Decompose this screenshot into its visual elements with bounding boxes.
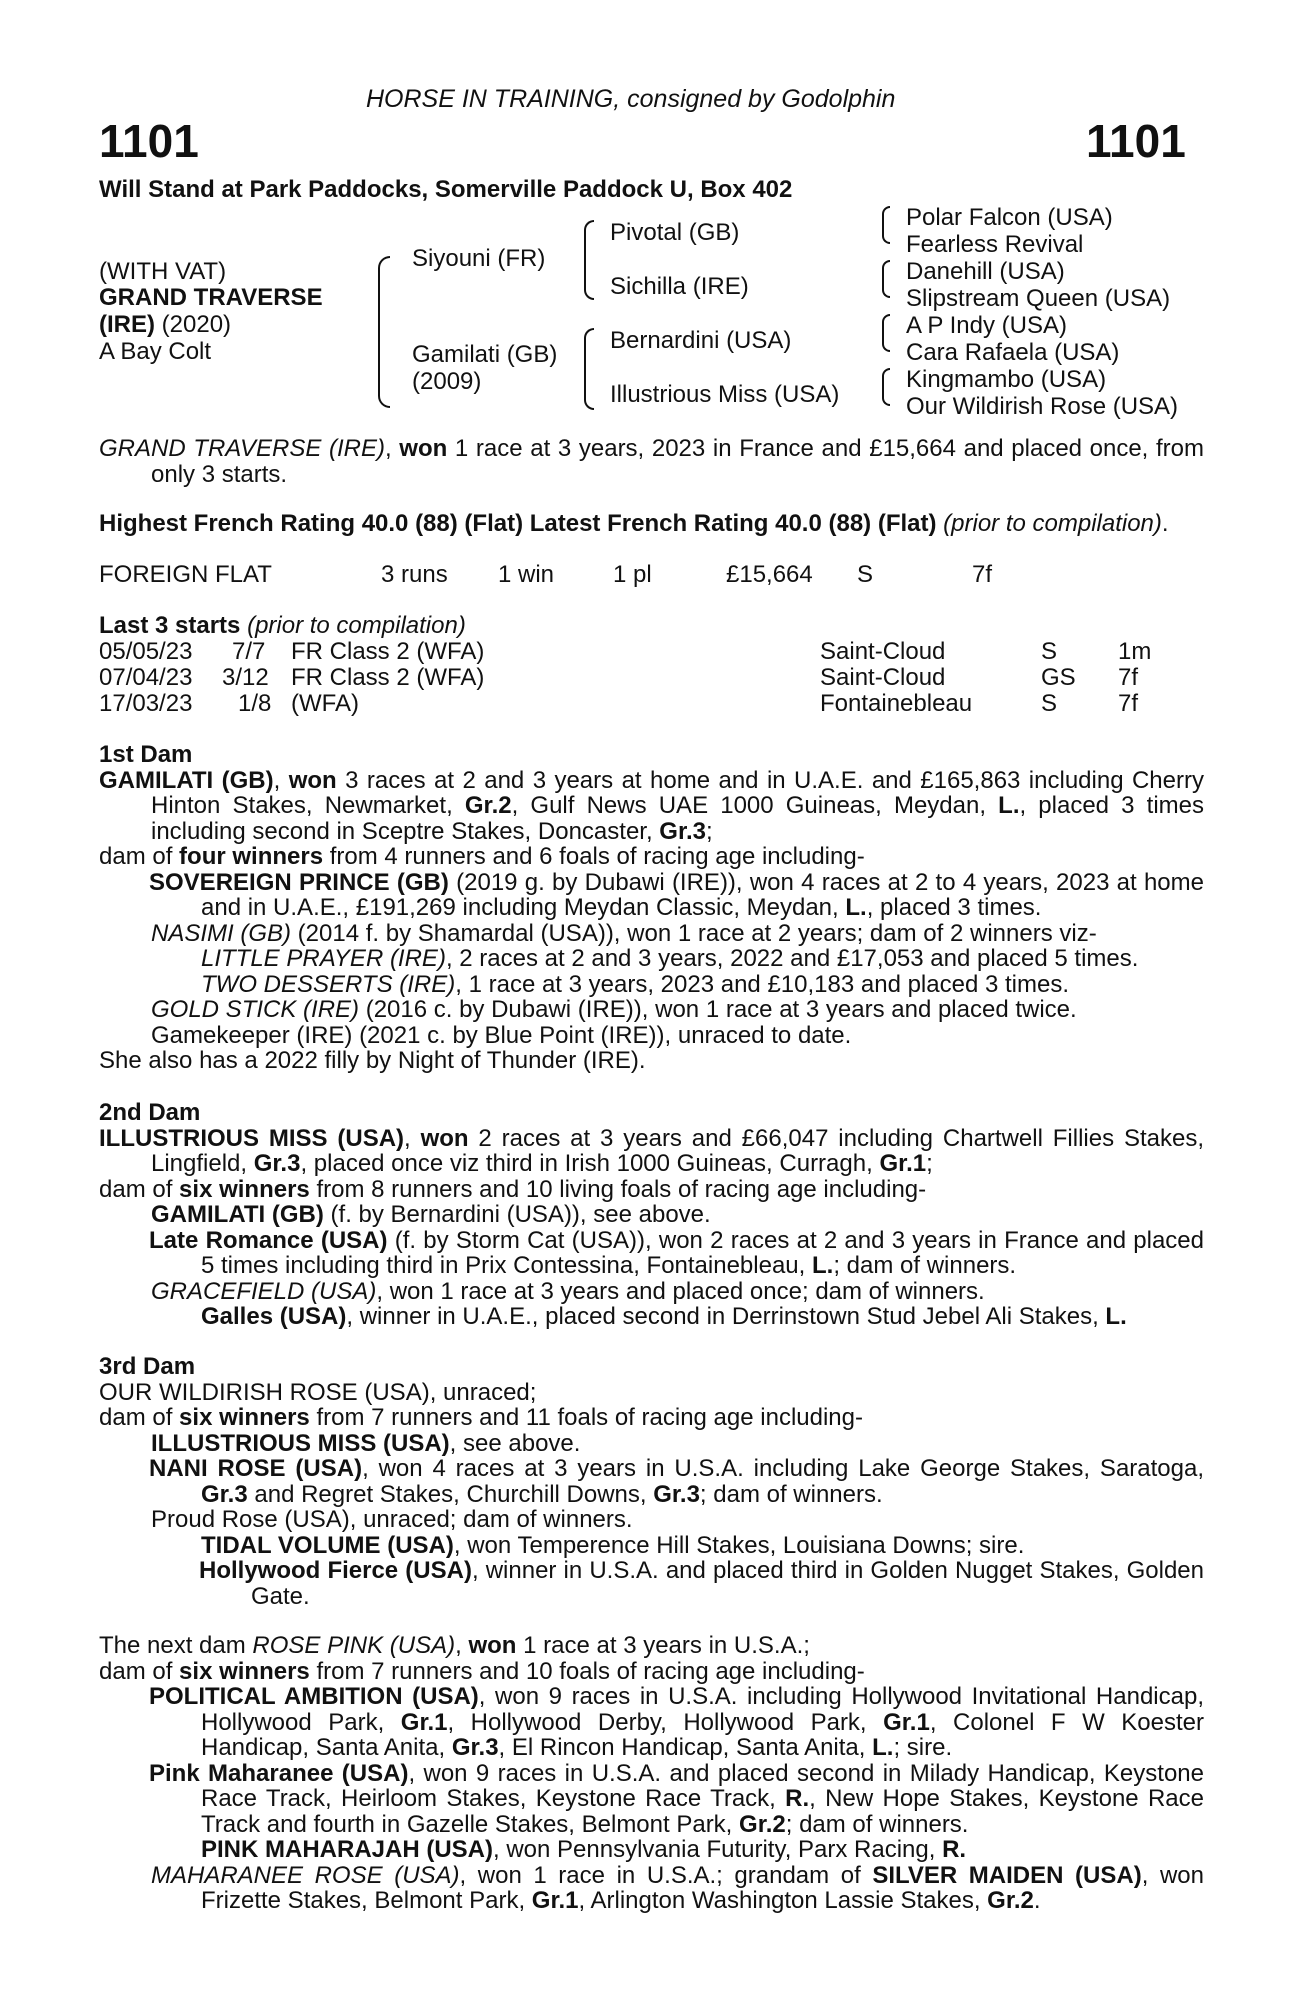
record-prize: £15,664 [726,561,813,588]
produce-name: TWO DESSERTS (IRE) [201,970,456,998]
pedigree-sire-sire: Pivotal (GB) [610,219,740,246]
produce-text: , won 9 races in U.S.A. including Hollywood Invitational Handicap, Hollywood Park, [201,1683,1204,1736]
lot-number-left: 1101 [99,115,199,167]
produce-text: and Regret Stakes, Churchill Downs, [247,1480,654,1508]
grade-label: Gr.1 [400,1708,448,1736]
grade-label: Gr.2 [464,792,512,819]
start-date: 05/05/23 [99,638,193,665]
produce-text: , see above. [449,1429,581,1457]
start-distance: 7f [1118,664,1139,691]
first-dam-text: , Gulf News UAE 1000 Guineas, Meydan, [511,792,999,819]
produce-name: LITTLE PRAYER (IRE) [201,945,446,972]
produce-name: Galles (USA) [201,1303,347,1330]
start-distance: 1m [1118,638,1152,665]
first-dam-text: 3 races at 2 and 3 years at home and in U.A.E. and £165,863 including Cherry Hinton Stakes, Newmarket, [151,766,1204,819]
produce-text: , El Rincon Handicap, Santa Anita, [498,1734,873,1761]
pedigree-g3: Danehill (USA) [906,258,1065,285]
produce-name: GOLD STICK (IRE) [151,996,360,1023]
stabling-line: Will Stand at Park Paddocks, Somerville Paddock U, Box 402 [99,176,793,203]
produce-name: Hollywood Fierce (USA) [199,1557,472,1584]
grade-label: Gr.3 [253,1150,301,1177]
start-course: Fontainebleau [820,690,973,717]
last-starts-heading [99,613,466,639]
horse-description: A Bay Colt [99,338,212,365]
also-note: She also has a 2022 filly by Night of Thunder (IRE). [99,1047,646,1074]
produce-text: , winner in U.S.A. and placed third in Golden Nugget Stakes, Golden Gate. [251,1557,1204,1610]
produce-name: GAMILATI (GB) [151,1201,324,1228]
produce-text: , Arlington Washington Lassie Stakes, [578,1887,988,1914]
next-dam-text: 1 race at 3 years in U.S.A.; [516,1632,810,1659]
second-dam-heading: 2nd Dam [99,1099,201,1126]
produce-name: PINK MAHARAJAH (USA) [201,1836,493,1863]
vat-note: (WITH VAT) [99,258,227,285]
produce-name: NASIMI (GB) [151,919,292,947]
pedigree-brace-g1 [882,206,890,244]
grade-label: Gr.2 [987,1887,1034,1914]
pedigree-g4: Slipstream Queen (USA) [906,285,1171,312]
produce-text: , won Frizette Stakes, Belmont Park, [201,1861,1204,1914]
listed-label: L. [872,1734,894,1761]
pedigree-g1: Polar Falcon (USA) [906,204,1113,231]
grade-label: Gr.3 [451,1734,499,1761]
listed-label: L. [998,792,1020,819]
horse-year: (2020) [161,311,232,338]
produce-text: , 2 races at 2 and 3 years, 2022 and £17,053 and placed 5 times. [445,945,1139,972]
record-distance: 7f [972,561,993,588]
winners-count: six winners [179,1404,310,1431]
first-dam-section: 1st Dam GAMILATI (GB), won 3 races at 2 and 3 years at home and in U.A.E. and £165,863 including Cherry Hinton Stakes, Newmarket, Gr.2, Gulf News UAE 1000 Guineas, Meydan, L., placed 3 times including second in Sceptre Stakes, Doncaster, Gr.3; dam of four winners from 4 runners and 6 foals of racing age including- SOVEREIGN PRINCE (GB) (2019 g. by Dubawi (IRE)), won 4 races at 2 to 4 years, 2023 at home and in U.A.E., £191,269 including Meydan Classic, Meydan, L., placed 3 times. NASIMI (GB) (2014 f. by Shamardal (USA)), won 1 race at 2 years; dam of 2 winners viz- LITTLE PRAYER (IRE), 2 races at 2 and 3 years, 2022 and £17,053 and placed 5 times. TWO DESSERTS (IRE), 1 race at 3 years, 2023 and £10,183 and placed 3 times. GOLD STICK (IRE) (2016 c. by Dubawi (IRE)), won 1 race at 3 years and placed twice. Gamekeeper (IRE) (2021 c. by Blue Point (IRE)), unraced to date. She also has a 2022 filly by Night of Thunder (IRE). [99,741,1204,1074]
dam-of-text: dam of [99,843,180,870]
restricted-label: R. [785,1785,810,1812]
produce-text: (f. by Bernardini (USA)), see above. [323,1201,711,1228]
produce-name: SOVEREIGN PRINCE (GB) [149,868,449,896]
grade-label: Gr.1 [883,1708,930,1736]
next-dam-produce-line [99,1659,1204,1685]
second-dam-section: 2nd Dam ILLUSTRIOUS MISS (USA), won 2 races at 3 years and £66,047 including Chartwell Fillies Stakes, Lingfield, Gr.3, placed once viz third in Irish 1000 Guineas, Curragh, Gr.1; dam of six winners from 8 runners and 10 living foals of racing age including- GAMILATI (GB) (f. by Bernardini (USA)), see above. Late Romance (USA) (f. by Storm Cat (USA)), won 2 races at 2 and 3 years in France and placed 5 times including third in Prix Contessina, Fontainebleau, L.; dam of winners. GRACEFIELD (USA), won 1 race at 3 years and placed once; dam of winners. Galles (USA), winner in U.A.E., placed second in Derrinstown Stud Jebel Ali Stakes, L. [99,1099,1205,1330]
produce-text: ; dam of winners. [833,1252,1017,1279]
third-dam-heading: 3rd Dam [99,1353,196,1380]
dam-of-text: dam of [99,1657,180,1685]
summary-horse-name: GRAND TRAVERSE (IRE) [99,435,385,462]
pedigree-dam-year: (2009) [412,368,482,395]
grade-label: Gr.1 [531,1887,579,1914]
produce-text: , placed 3 times. [866,894,1042,921]
pedigree-dam: Gamilati (GB) [412,341,558,368]
grade-label: Gr.1 [879,1150,927,1177]
produce-name: Late Romance (USA) [149,1226,388,1254]
next-dam-text: The next dam [99,1632,253,1659]
produce-line: Proud Rose (USA), unraced; dam of winners. [151,1506,633,1533]
dam-of-text: dam of [99,1175,180,1203]
start-course: Saint-Cloud [820,664,946,691]
pedigree-g5: A P Indy (USA) [906,312,1067,339]
first-dam-won: won [288,766,337,794]
produce-text: , won 1 race in U.S.A.; grandam of [459,1861,873,1889]
third-dam-name-line: OUR WILDIRISH ROSE (USA), unraced; [99,1378,537,1406]
second-dam-produce-line [99,1177,1204,1203]
winners-count: six winners [179,1657,310,1685]
listed-label: L. [812,1252,834,1279]
produce-text: , New Hope Stakes, Keystone Race Track and fourth in Gazelle Stakes, Belmont Park, [201,1785,1204,1838]
next-dam-won: won [468,1632,517,1659]
produce-text: , 1 race at 3 years, 2023 and £10,183 and placed 3 times. [455,970,1069,998]
produce-text: ; sire. [893,1734,953,1761]
produce-text: (2016 c. by Dubawi (IRE)), won 1 race at 3 years and placed twice. [359,996,1077,1023]
pedigree-brace-g3 [882,314,890,352]
start-race: FR Class 2 (WFA) [291,664,485,691]
grade-label: Gr.3 [653,1480,700,1508]
last-starts-note: (prior to compilation) [247,612,466,639]
start-date: 07/04/23 [99,664,193,691]
record-placed: 1 pl [613,561,652,588]
produce-name: TIDAL VOLUME (USA) [201,1531,454,1559]
record-going: S [857,561,874,588]
pedigree-sire-dam: Sichilla (IRE) [610,273,749,300]
start-distance: 7f [1118,690,1139,717]
produce-text: (2014 f. by Shamardal (USA)), won 1 race at 2 years; dam of 2 winners viz- [291,919,1097,947]
dam-of-text: from 4 runners and 6 foals of racing age including- [323,843,865,870]
produce-name: GRACEFIELD (USA) [151,1277,377,1305]
pedigree-brace-main [378,256,390,408]
dam-of-text: from 7 runners and 11 foals of racing age including- [309,1404,863,1431]
grade-label: Gr.3 [659,817,706,845]
pedigree-brace-dam [584,328,594,410]
first-dam-text: , placed 3 times including second in Sceptre Stakes, Doncaster, [151,792,1204,845]
third-dam-produce-line [99,1405,1204,1431]
next-dam-section: The next dam ROSE PINK (USA), won 1 race at 3 years in U.S.A.; dam of six winners from 7 runners and 10 foals of racing age including- POLITICAL AMBITION (USA), won 9 races in U.S.A. including Hollywood Invitational Handicap, Hollywood Park, Gr.1, Hollywood Derby, Hollywood Park, Gr.1, Colonel F W Koester Handicap, Santa Anita, Gr.3, El Rincon Handicap, Santa Anita, L.; sire. Pink Maharanee (USA), won 9 races in U.S.A. and placed second in Milady Handicap, Keystone Race Track, Heirloom Stakes, Keystone Race Track, R., New Hope Stakes, Keystone Race Track and fourth in Gazelle Stakes, Belmont Park, Gr.2; dam of winners. PINK MAHARAJAH (USA), won Pennsylvania Futurity, Parx Racing, R. MAHARANEE ROSE (USA), won 1 race in U.S.A.; grandam of SILVER MAIDEN (USA), won Frizette Stakes, Belmont Park, Gr.1, Arlington Washington Lassie Stakes, Gr.2. [99,1632,1204,1914]
produce-name: ILLUSTRIOUS MISS (USA) [151,1429,450,1457]
rating-note: (prior to compilation) [943,510,1162,537]
start-position: 3/12 [222,664,269,691]
first-dam-name: GAMILATI (GB) [99,766,274,794]
pedigree-brace-g2 [882,260,890,298]
produce-name: Pink Maharanee (USA) [149,1759,409,1787]
produce-text: ; dam of winners. [785,1810,969,1838]
produce-text: , won 1 race at 3 years and placed once; dam of winners. [376,1277,985,1305]
second-dam-won: won [420,1124,469,1152]
rating-tail: . [1161,510,1169,537]
dam-of-text: from 7 runners and 10 foals of racing age including- [309,1657,865,1685]
race-summary: GRAND TRAVERSE (IRE), won 1 race at 3 years, 2023 in France and £15,664 and placed once, from only 3 starts. [99,435,1204,488]
grade-label: Gr.3 [201,1480,248,1508]
start-going: S [1041,638,1058,665]
produce-line: Gamekeeper (IRE) (2021 c. by Blue Point (IRE)), unraced to date. [151,1021,852,1049]
produce-text: ; dam of winners. [699,1480,883,1508]
record-runs: 3 runs [381,561,448,588]
produce-name: SILVER MAIDEN (USA) [872,1861,1142,1889]
start-course: Saint-Cloud [820,638,946,665]
next-dam-name: ROSE PINK (USA) [252,1632,456,1659]
pedigree-g8: Our Wildirish Rose (USA) [906,393,1179,420]
restricted-label: R. [942,1836,967,1863]
winners-count: four winners [179,843,324,870]
third-dam-section [99,1354,1204,1609]
produce-name: NANI ROSE (USA) [149,1455,363,1482]
listed-label: L. [845,894,867,921]
listed-label: L. [1105,1303,1127,1330]
horse-origin: (IRE) [99,311,155,338]
first-dam-heading: 1st Dam [99,741,193,768]
second-dam-text: , placed once viz third in Irish 1000 Guineas, Curragh, [300,1150,880,1177]
produce-text: , won Temperence Hill Stakes, Louisiana Downs; sire. [453,1531,1025,1559]
consignor-line: HORSE IN TRAINING, consigned by Godolphin [366,85,896,113]
dam-of-text: from 8 runners and 10 living foals of racing age including- [309,1175,927,1203]
produce-name: POLITICAL AMBITION (USA) [149,1683,479,1710]
pedigree-brace-g4 [882,368,890,406]
start-date: 17/03/23 [99,690,193,717]
produce-text: (2019 g. by Dubawi (IRE)), won 4 races at 2 to 4 years, 2023 at home and in U.A.E., £191,269 including Meydan Classic, Meydan, [201,868,1204,921]
pedigree-g2: Fearless Revival [906,231,1084,258]
produce-text: (f. by Storm Cat (USA)), won 2 races at 2 and 3 years in France and placed 5 times including third in Prix Contessina, Fontainebleau, [201,1226,1205,1279]
produce-text: , won Pennsylvania Futurity, Parx Racing, [493,1836,943,1863]
start-position: 1/8 [238,690,272,717]
second-dam-text: 2 races at 3 years and £66,047 including Chartwell Fillies Stakes, Lingfield, [151,1124,1204,1177]
pedigree-g7: Kingmambo (USA) [906,366,1107,393]
start-position: 7/7 [232,638,266,665]
second-dam-text: ; [926,1150,933,1177]
pedigree-dam-sire: Bernardini (USA) [610,327,792,354]
produce-text: . [1033,1887,1041,1914]
winners-count: six winners [179,1175,310,1203]
start-race: FR Class 2 (WFA) [291,638,485,665]
last-starts-title: Last 3 starts [99,612,241,639]
produce-text: , Hollywood Derby, Hollywood Park, [447,1708,884,1736]
lot-number-right: 1101 [1086,115,1186,167]
dam-of-text: dam of [99,1404,180,1431]
summary-won: won [399,435,448,462]
first-dam-text: ; [706,817,713,845]
record-wins: 1 win [498,561,555,588]
horse-name: GRAND TRAVERSE [99,284,323,311]
pedigree-brace-sire [584,220,594,300]
horse-origin-year [99,312,231,338]
second-dam-name: ILLUSTRIOUS MISS (USA) [99,1124,405,1152]
produce-name: MAHARANEE ROSE (USA) [151,1861,460,1889]
produce-text: , winner in U.A.E., placed second in Derrinstown Stud Jebel Ali Stakes, [346,1303,1106,1330]
pedigree-dam-dam: Illustrious Miss (USA) [610,381,840,408]
produce-text: , won 4 races at 3 years in U.S.A. including Lake George Stakes, Saratoga, [362,1455,1205,1482]
summary-text: 1 race at 3 years, 2023 in France and £15,664 and placed once, from only 3 starts. [151,435,1204,488]
record-label: FOREIGN FLAT [99,561,272,588]
start-race: (WFA) [291,690,359,717]
rating-block [99,511,1204,537]
start-going: S [1041,690,1058,717]
first-dam-produce-line [99,844,1204,870]
rating-text: Highest French Rating 40.0 (88) (Flat) Latest French Rating 40.0 (88) (Flat) [99,510,937,537]
start-going: GS [1041,664,1076,691]
produce-text: , won 9 races in U.S.A. and placed second in Milady Handicap, Keystone Race Track, Heirloom Stakes, Keystone Race Track, [201,1759,1204,1812]
pedigree-sire: Siyouni (FR) [412,245,546,272]
grade-label: Gr.2 [739,1810,786,1838]
pedigree-g6: Cara Rafaela (USA) [906,339,1120,366]
produce-text: , Colonel F W Koester Handicap, Santa Anita, [201,1708,1204,1761]
